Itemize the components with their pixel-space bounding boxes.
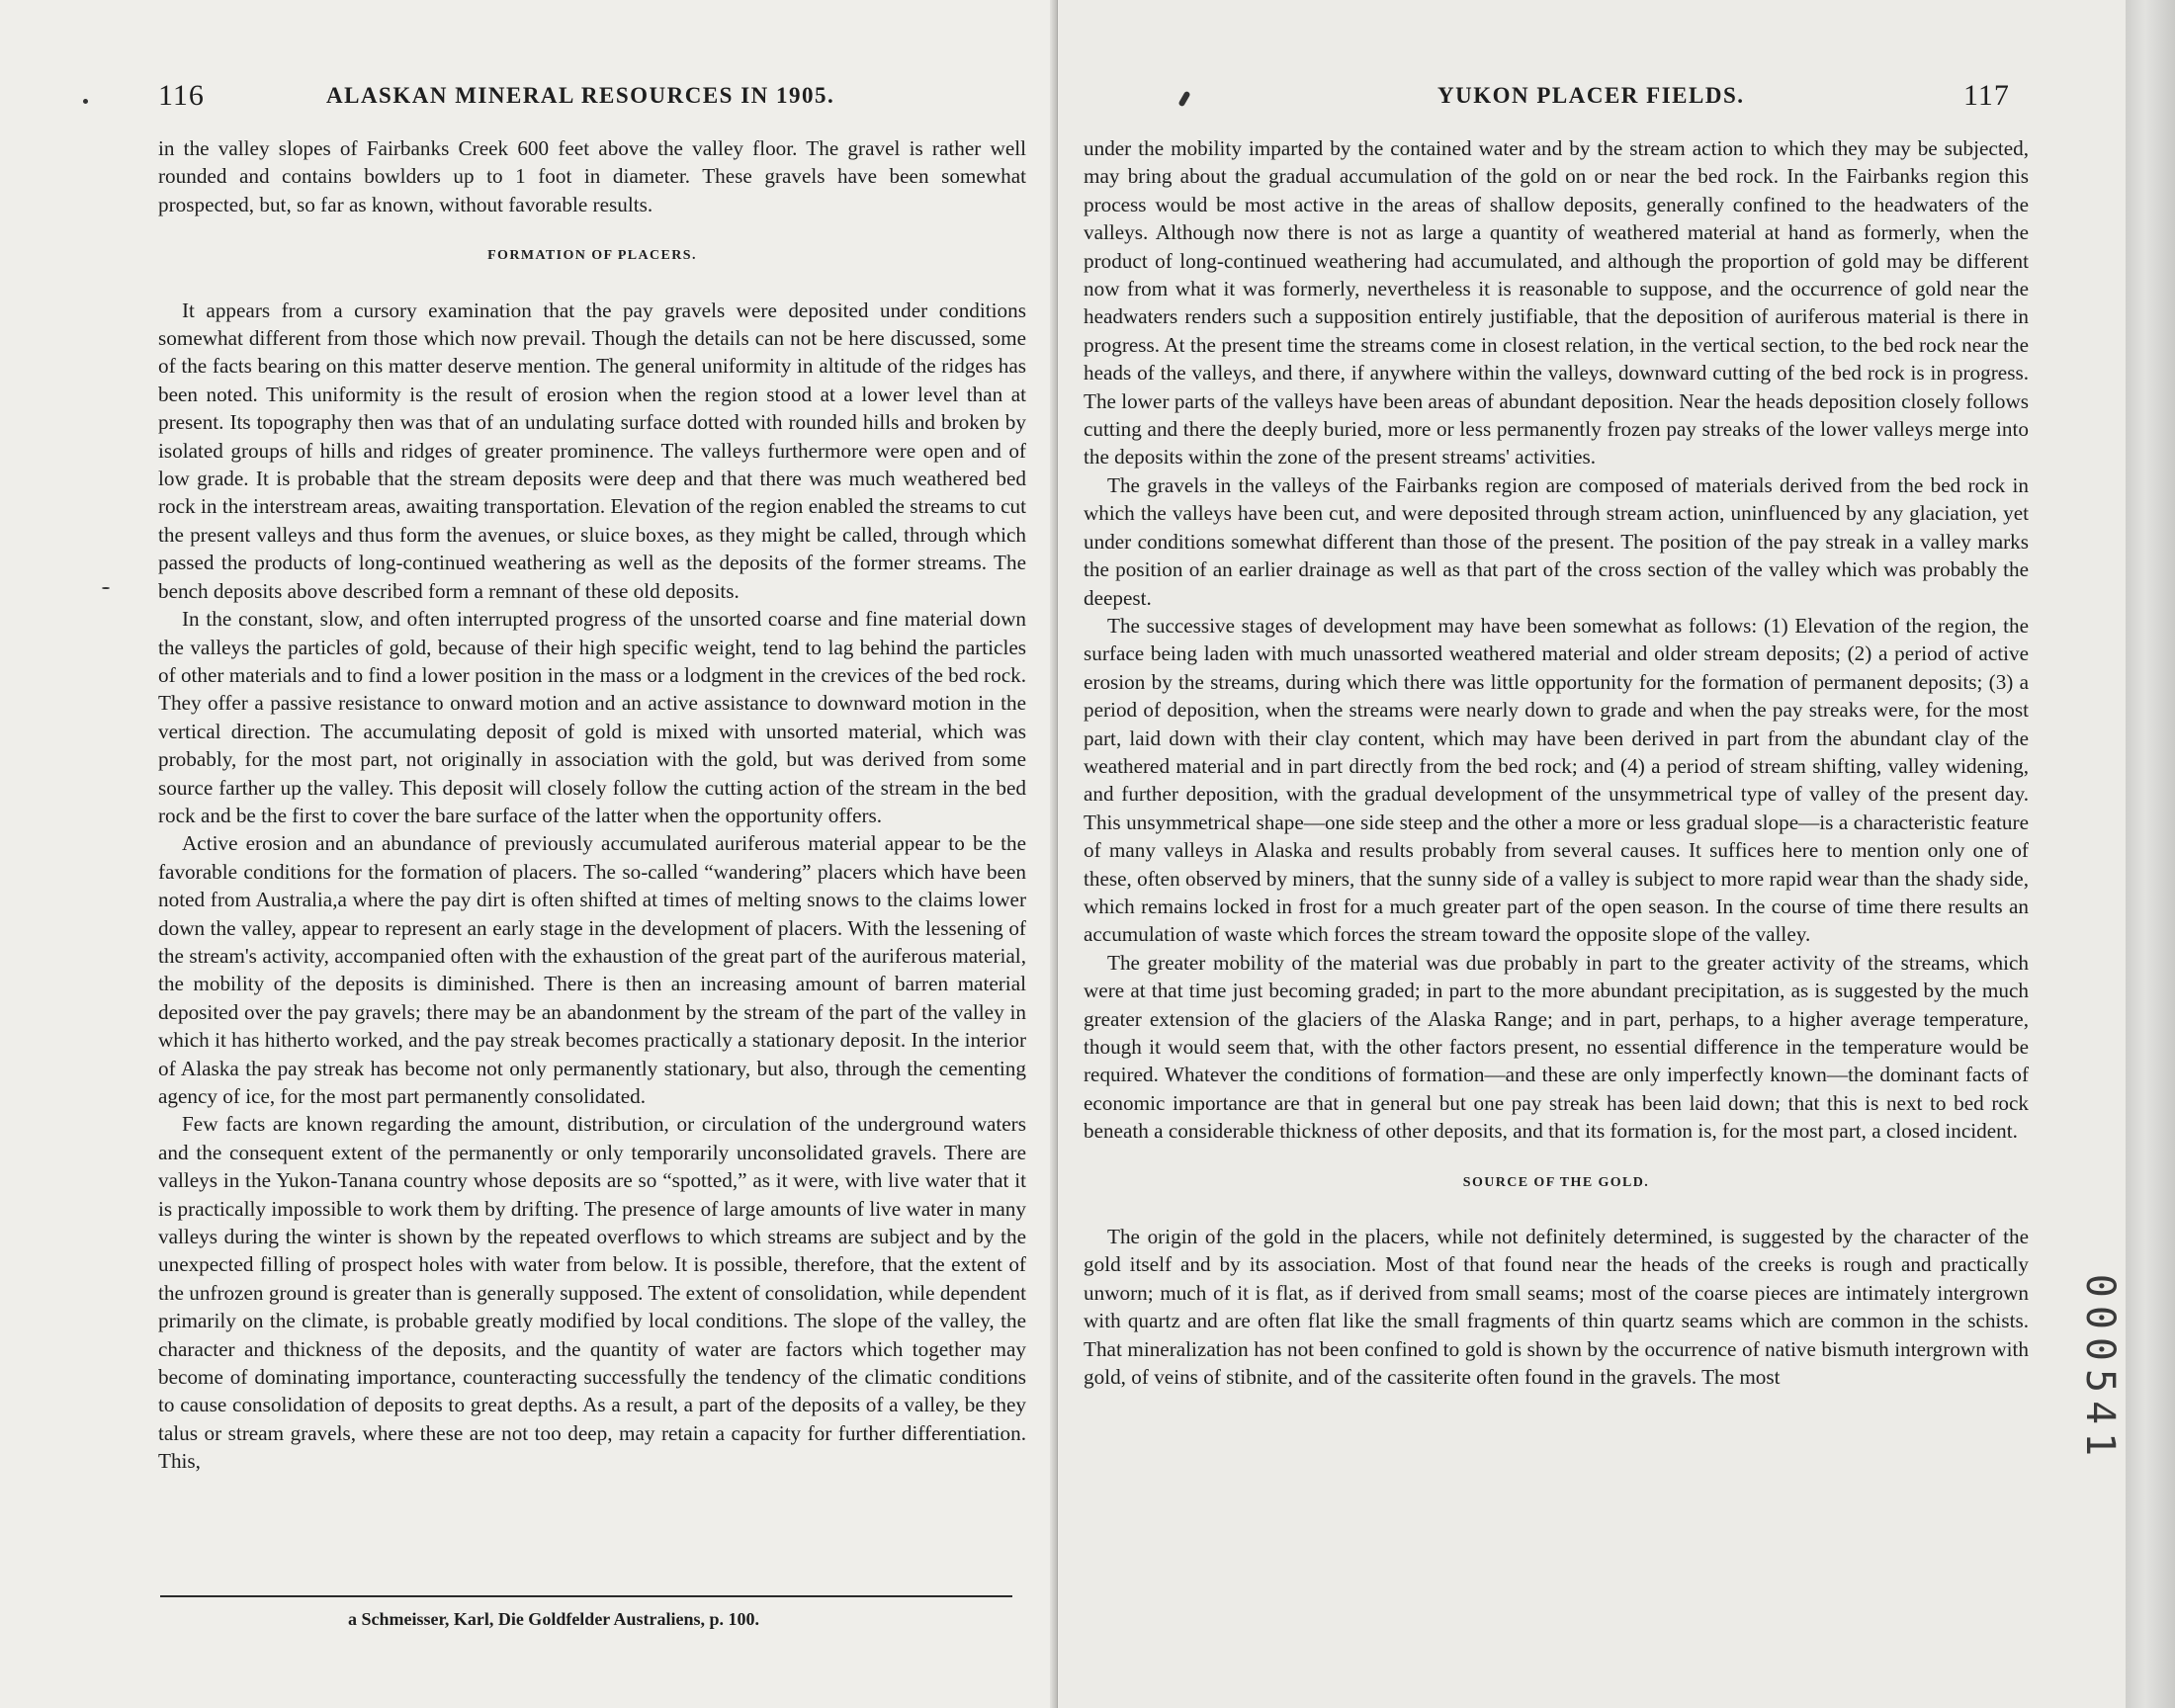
dust-speck [102, 587, 110, 589]
left-paragraph: It appears from a cursory examination that the pay gravels were deposited under conditions somewhat different from those which now prevail. Though the details can not be here discussed, some of the facts bearing on this matter deserve mention. The general uniformity in altitude of the ridges has been noted. This uniformity is the result of erosion when the region stood at a lower level than at present. Its topography then was that of an undulating surface dotted with rounded hills and broken by isolated groups of hills and ridges of greater prominence. The valleys furthermore were open and of low grade. It is probable that the stream deposits were deep and that there was much weathered bed rock in the interstream areas, awaiting transportation. Elevation of the region enabled the streams to cut the present valleys and thus form the avenues, or sluice boxes, as they might be called, through which passed the products of long-continued weathering as well as the deposits of the former streams. The bench deposits above described form a remnant of these old deposits. [158, 298, 1026, 603]
right-paragraph-continued: under the mobility imparted by the contained water and by the stream action to which they may be subjected, may bring about the gradual accumulation of the gold on or near the bed rock. In the Fairbanks region this process would be most active in the areas of shallow deposits, generally confined to the headwaters of the valleys. Although now there is not as large a quantity of weathered material at hand as formerly, when the product of long-continued weathering had accumulated, and although the proportion of gold may be different now from what it was formerly, nevertheless it is reasonable to suppose, and the occurrence of gold near the headwaters renders such a supposition entirely justifiable, that the deposition of auriferous material is there in progress. At the present time the streams come in closest relation, in the vertical section, to the bed rock near the heads of the valleys, and there, if anywhere within the valleys, downward cutting of the bed rock is in progress. The lower parts of the valleys have been areas of abundant deposition. Near the heads deposition closely follows cutting and there the deeply buried, more or less permanently frozen pay streaks of the lower valleys merge into the deposits within the zone of the present streams' activities. [1084, 136, 2029, 470]
right-paragraph: The greater mobility of the material was due probably in part to the greater activity of the streams, which were at that time just becoming graded; in part to the more abundant precipitation, as is suggested by the much greater extension of the glaciers of the Alaska Range; and in part, perhaps, to a higher average temperature, though it would seem that, with the other factors present, no essential difference in the temperature would be required. Whatever the conditions of formation—and these are only imperfectly known—the dominant facts of economic importance are that in general but one pay streak has been laid down; that this is next to bed rock beneath a considerable thickness of other deposits, and that its formation is, for the most part, a closed incident. [1084, 950, 2029, 1144]
right-paragraph: The successive stages of development may have been somewhat as follows: (1) Elevation of the region, the surface being laden with much unassorted weathered material and older stream deposits; (2) a period of active erosion by the streams, during which there was little opportunity for the formation of permanent deposits; (3) a period of deposition, when the streams were nearly down to grade and when the pay streaks were, for the most part, laid down with their clay content, which may have been derived in part from the abundant clay of the weathered material and in part directly from the bed rock; and (4) a period of stream shifting, valley widening, and further deposition, with the gradual development of the unsymmetrical type of valley of the present day. This unsymmetrical shape—one side steep and the other a more or less gradual slope—is a characteristic feature of many valleys in Alaska and results probably from several causes. It suffices here to mention only one of these, often observed by miners, that the sunny side of a valley is subject to more rapid wear than the shady side, which remains locked in frost for a much greater part of the open season. In the course of time there results an accumulation of waste which forces the stream toward the opposite slope of the valley. [1084, 613, 2029, 947]
right-text-column [1084, 134, 2029, 1391]
margin-stamp [2076, 1270, 2124, 1468]
right-page-header [1109, 79, 2039, 119]
right-paragraph: The origin of the gold in the placers, while not definitely determined, is suggested by the character of the gold itself and by its association. Most of that found near the heads of the creeks is rough and practically unworn; much of it is flat, as if derived from small seams; most of the coarse pieces are intimately intergrown with quartz and are often flat like the small fragments of thin quartz seams which are common in the schists. That mineralization has not been confined to gold is shown by the occurrence of native bismuth intergrown with gold, of veins of stibnite, and of the cassiterite often found in the gravels. The most [1084, 1225, 2029, 1390]
right-paragraph: The gravels in the valleys of the Fairbanks region are composed of materials derived from the bed rock in which the valleys have been cut, and were deposited through stream action, uninfluenced by any glaciation, yet under conditions somewhat different than those of the present. The position of the pay streak in a valley marks the position of an earlier drainage as well as that part of the cross section of the valley which was probably the deepest. [1084, 472, 2029, 610]
left-paragraph: Few facts are known regarding the amount, distribution, or circulation of the underground waters and the consequent extent of the permanently or only temporarily unconsolidated gravels. There are valleys in the Yukon-Tanana country whose deposits are so “spotted,” as it were, with live water that it is practically impossible to work them by drifting. The presence of large amounts of live water in many valleys during the winter is shown by the repeated overflows to which streams are subject and by the unexpected filling of prospect holes with water from below. It is possible, therefore, that the extent of the unfrozen ground is greater than is generally supposed. The extent of consolidation, while dependent primarily on the climate, is probable greatly modified by local conditions. The slope of the valley, the character and thickness of the deposits, and the quantity of water are factors which together may become of dominating importance, counteracting successfully the tendency of the climatic conditions to cause consolidation of deposits to great depths. As a result, a part of the deposits of a valley, be they talus or stream gravels, where these are not too deep, may retain a capacity for further differentiation. This, [158, 1112, 1026, 1474]
footnote: a Schmeisser, Karl, Die Goldfelder Australiens, p. 100. [348, 1609, 759, 1629]
left-paragraph-continued: in the valley slopes of Fairbanks Creek 600 feet above the valley floor. The gravel is rather well rounded and contains bowlders up to 1 foot in diameter. These gravels have been somewhat prospected, but, so far as known, without favorable results. [158, 136, 1026, 216]
left-paragraph: Active erosion and an abundance of previously accumulated auriferous material appear to be the favorable conditions for the formation of placers. The so-called “wandering” placers which have been noted from Australia,a where the pay dirt is often shifted at times of melting snows to the claims lower down the valley, appear to represent an early stage in the development of placers. With the lessening of the stream's activity, accompanied often with the exhaustion of the great part of the auriferous material, the mobility of the deposits is diminished. There is then an increasing amount of barren material deposited over the pay gravels; there may be an abandonment by the stream of the part of the valley in which it has hitherto worked, and the pay streak becomes practically a stationary deposit. In the interior of Alaska the pay streak has become not only permanently stationary, but also, through the cementing agency of ice, for the most part permanently consolidated. [158, 831, 1026, 1108]
scanner-edge [2126, 0, 2175, 1708]
right-page [1058, 0, 2126, 1708]
section-heading-formation: FORMATION OF PLACERS. [487, 248, 697, 264]
margin-stamp-text: 000541 [2077, 1273, 2123, 1465]
left-page-header [158, 79, 1048, 119]
dust-speck [83, 99, 88, 104]
left-text-column [158, 134, 1026, 1476]
footnote-rule [160, 1595, 1012, 1597]
right-page-number: 117 [1963, 79, 2010, 112]
left-paragraph: In the constant, slow, and often interrupted progress of the unsorted coarse and fine material down the valleys the particles of gold, because of their high specific weight, tend to lag behind the particles of other materials and to find a lower position in the mass or a lodgment in the crevices of the bed rock. They offer a passive resistance to onward motion and an active assistance to downward motion in the vertical direction. The accumulating deposit of gold is mixed with unsorted material, which was probably, for the most part, not originally in association with the gold, but was derived from some source farther up the valley. This deposit will closely follow the cutting action of the stream in the bed rock and be the first to cover the bare surface of the latter when the opportunity offers. [158, 607, 1026, 827]
right-running-head: YUKON PLACER FIELDS. [1437, 83, 1745, 108]
section-heading-source: SOURCE OF THE GOLD. [1462, 1174, 1650, 1190]
left-page [0, 0, 1058, 1708]
left-page-number: 116 [158, 79, 205, 112]
left-running-head: ALASKAN MINERAL RESOURCES IN 1905. [326, 83, 835, 108]
